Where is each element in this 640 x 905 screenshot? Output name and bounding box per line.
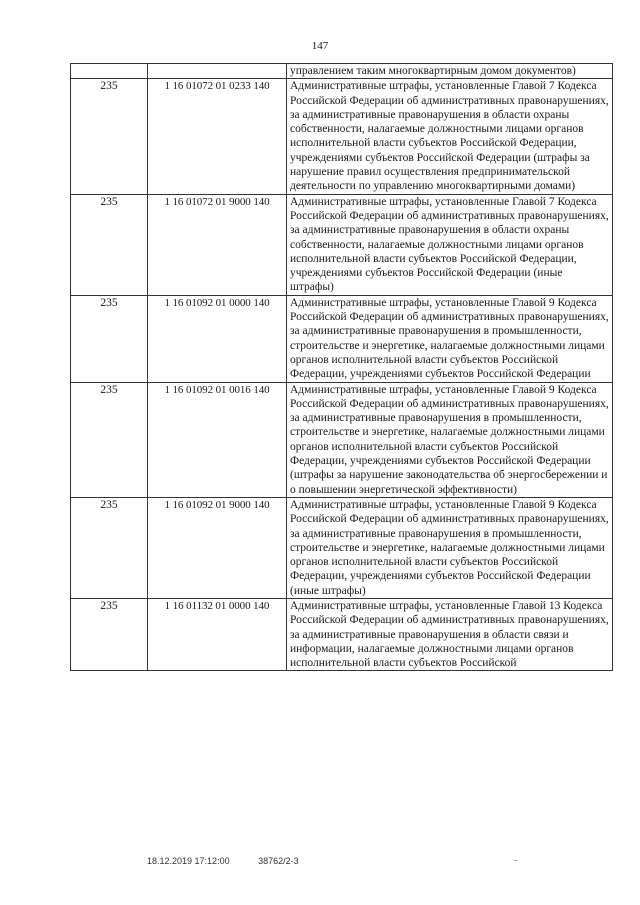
admin-code-cell: 235 <box>71 194 148 295</box>
kbk-code-cell: 1 16 01092 01 0000 140 <box>148 295 287 382</box>
revenue-name-cell: Административные штрафы, установленные Главой 9 Кодекса Российской Федерации об административных правонарушениях, за административные правонарушения в промышленности, строительстве и энергетике, налагаемые должностными лицами органов исполнительной власти субъектов Российской Федерации, учреждениями субъектов Российской Федерации <box>287 295 613 382</box>
admin-code-cell <box>71 64 148 79</box>
kbk-code-cell: 1 16 01132 01 0000 140 <box>148 598 287 670</box>
page-number: 147 <box>311 40 329 52</box>
revenue-name-cell: Административные штрафы, установленные Главой 9 Кодекса Российской Федерации об административных правонарушениях, за административные правонарушения в промышленности, строительстве и энергетике, налагаемые должностными лицами органов исполнительной власти субъектов Российской Федерации, учреждениями субъектов Российской Федерации (штрафы за нарушение законодательства об энергосбережении и о повышении энергетической эффективности) <box>287 382 613 497</box>
footer-timestamp: 18.12.2019 17:12:00 <box>147 856 230 866</box>
table-row <box>71 64 613 79</box>
revenue-name-cell: Административные штрафы, установленные Главой 7 Кодекса Российской Федерации об административных правонарушениях, за административные правонарушения в области охраны собственности, налагаемые должностными лицами органов исполнительной власти субъектов Российской Федерации, учреждениями субъектов Российской Федерации (штрафы за нарушение правил осуществления предпринимательской деятельности по управлению многоквартирными домами) <box>287 79 613 194</box>
admin-code-cell: 235 <box>71 79 148 194</box>
table-row <box>71 79 613 194</box>
revenue-codes-table <box>70 63 613 671</box>
table-row <box>71 194 613 295</box>
table-row <box>71 295 613 382</box>
scan-speck <box>514 860 517 861</box>
revenue-name-cell: Административные штрафы, установленные Главой 7 Кодекса Российской Федерации об административных правонарушениях, за административные правонарушения в области охраны собственности, налагаемые должностными лицами органов исполнительной власти субъектов Российской Федерации, учреждениями субъектов Российской Федерации (иные штрафы) <box>287 194 613 295</box>
kbk-code-cell: 1 16 01092 01 0016 140 <box>148 382 287 497</box>
revenue-name-cell: Административные штрафы, установленные Главой 13 Кодекса Российской Федерации об административных правонарушениях, за административные правонарушения в области связи и информации, налагаемые должностными лицами органов исполнительной власти субъектов Российской <box>287 598 613 670</box>
admin-code-cell: 235 <box>71 598 148 670</box>
admin-code-cell: 235 <box>71 497 148 598</box>
revenue-name-cell: управлением таким многоквартирным домом документов) <box>287 64 613 79</box>
revenue-name-cell: Административные штрафы, установленные Главой 9 Кодекса Российской Федерации об административных правонарушениях, за административные правонарушения в промышленности, строительстве и энергетике, налагаемые должностными лицами органов исполнительной власти субъектов Российской Федерации, учреждениями субъектов Российской Федерации (иные штрафы) <box>287 497 613 598</box>
kbk-code-cell: 1 16 01072 01 9000 140 <box>148 194 287 295</box>
admin-code-cell: 235 <box>71 382 148 497</box>
admin-code-cell: 235 <box>71 295 148 382</box>
kbk-code-cell: 1 16 01092 01 9000 140 <box>148 497 287 598</box>
footer-doc-id: 38762/2-3 <box>258 856 299 866</box>
table-row <box>71 382 613 497</box>
kbk-code-cell <box>148 64 287 79</box>
kbk-code-cell: 1 16 01072 01 0233 140 <box>148 79 287 194</box>
table-row <box>71 497 613 598</box>
table-row <box>71 598 613 670</box>
document-footer <box>147 856 299 866</box>
